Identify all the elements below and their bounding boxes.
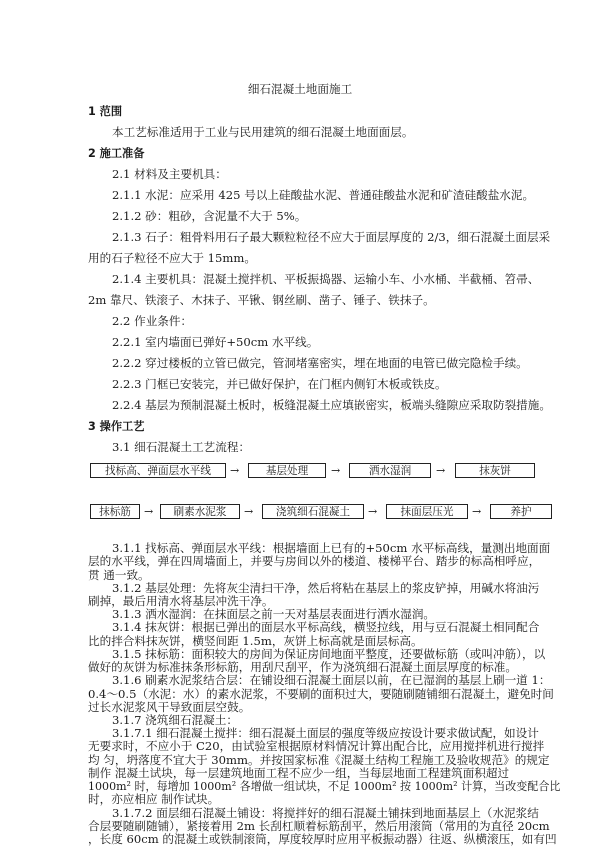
paragraph-line: 3.1.2 基层处理：先将灰尘清扫干净，然后将粘在基层上的浆皮铲掉，用碱水将油污 <box>112 580 540 595</box>
paragraph-line: 2.1.2 砂：粗砂，含泥量不大于 5%。 <box>112 209 307 223</box>
arrow-right-icon: → <box>244 505 254 518</box>
paragraph-line: 1000m² 时，每增加 1000m² 各增做一组试块，不足 1000m² 按 1000m² 计算，当改变配合比 <box>88 779 561 794</box>
paragraph-line: 刷掉，最后用清水将基层冲洗干净。 <box>88 593 274 608</box>
paragraph-line: 2.2 作业条件： <box>112 314 193 328</box>
flow-step-9: 养护 <box>490 504 552 519</box>
flow-step-8: 抹面层压光 <box>386 504 468 519</box>
paragraph-line: 2.2.4 基层为预制混凝土板时，板缝混凝土应填嵌密实，板端头缝隙应采取防裂措施。 <box>112 398 551 412</box>
paragraph-line: 2.1 材料及主要机具： <box>112 167 227 181</box>
flow-step-5: 抹标筋 <box>90 504 140 519</box>
paragraph-line: 层的水平线，弹在四周墙面上，并要与房间以外的楼道、楼梯平台、踏步的标高相呼应， <box>88 554 541 569</box>
flow-step-3: 洒水湿润 <box>349 463 431 478</box>
section-2-heading: 2 施工准备 <box>88 147 145 160</box>
paragraph-line: 合层要随刷随铺），紧接着用 2m 长刮杠顺着标筋刮平，然后用滚筒（常用的为直径 20cm <box>88 818 550 833</box>
paragraph-line: 2.1.1 水泥：应采用 425 号以上硅酸盐水泥、普通硅酸盐水泥和矿渣硅酸盐水泥。 <box>112 188 535 202</box>
section-1-heading: 1 范围 <box>88 105 123 118</box>
flow-step-4: 抹灰饼 <box>455 463 535 478</box>
paragraph-line: 3.1.7.1 细石混凝土搅拌：细石混凝土面层的强度等级应按设计要求做试配，如设计 <box>112 726 539 741</box>
arrow-right-icon: → <box>472 505 482 518</box>
paragraph-line: 贯 通一致。 <box>88 567 150 582</box>
paragraph-line: 3.1.6 刷素水泥浆结合层：在铺设细石混凝土面层以前，在已湿润的基层上刷一道 1： <box>112 673 551 688</box>
paragraph-line: 2m 靠尺、铁滚子、木抹子、平锹、钢丝刷、凿子、锤子、铁抹子。 <box>88 293 435 307</box>
paragraph-line: 3.1.5 抹标筋：面积较大的房间为保证房间地面平整度，还要做标筋（或叫冲筋），以 <box>112 646 546 661</box>
flow-title: 3.1 细石混凝土工艺流程： <box>112 440 251 454</box>
section-3-heading: 3 操作工艺 <box>88 420 145 433</box>
paragraph-line: 3.1.3 洒水湿润：在抹面层之前一天对基层表面进行洒水湿润。 <box>112 607 436 622</box>
paragraph-line: 2.2.1 室内墙面已弹好+50cm 水平线。 <box>112 335 319 349</box>
flow-step-7: 浇筑细石混凝土 <box>262 504 364 519</box>
paragraph-line: 3.1.7 浇筑细石混凝土： <box>112 713 238 727</box>
flow-step-1: 找标高、弹面层水平线 <box>90 463 226 478</box>
paragraph-line: 做好的灰饼为标准抹条形标筋，用刮尺刮平，作为浇筑细石混凝土面层厚度的标准。 <box>88 660 517 674</box>
paragraph-line: 3.1.4 抹灰饼：根据已弹出的面层水平标高线，横竖拉线，用与豆石混凝土相同配合 <box>112 620 540 635</box>
paragraph-line: 0.4～0.5（水泥：水）的素水泥浆，不要刷的面积过大，要随刷随铺细石混凝土，避免时间 <box>88 686 554 701</box>
paragraph-line: 均 匀，坍落度不宜大于 30mm。并按国家标准《混凝土结构工程施工及验收规范》的规定 <box>88 752 550 767</box>
arrow-right-icon: → <box>368 505 378 518</box>
flow-step-2: 基层处理 <box>248 463 326 478</box>
paragraph-line: 3.1.7.2 面层细石混凝土铺设：将搅拌好的细石混凝土铺抹到地面基层上（水泥浆结 <box>112 805 539 820</box>
paragraph-line: 2.2.3 门框已安装完，并已做好保护，在门框内侧钉木板或铁皮。 <box>112 377 447 391</box>
paragraph-line: 3.1.1 找标高、弹面层水平线：根据墙面上已有的+50cm 水平标高线，量测出地面面 <box>112 541 551 555</box>
arrow-right-icon: → <box>144 505 154 518</box>
section-1-body: 本工艺标准适用于工业与民用建筑的细石混凝土地面面层。 <box>112 125 414 139</box>
paragraph-line: 用的石子粒径不应大于 15mm。 <box>88 251 256 265</box>
paragraph-line: 比的拌合料抹灰饼，横竖间距 1.5m，灰饼上标高就是面层标高。 <box>88 633 423 648</box>
paragraph-line: 2.1.3 石子：粗骨料用石子最大颗粒粒径不应大于面层厚度的 2/3，细石混凝土面层采 <box>112 230 551 244</box>
paragraph-line: ，长度 60cm 的混凝土或铁制滚筒，厚度较厚时应用平板振动器）往返、纵横滚压，如有凹 <box>88 832 557 846</box>
flow-step-6: 刷素水泥浆 <box>160 504 240 519</box>
arrow-right-icon: → <box>230 464 240 477</box>
arrow-right-icon: → <box>331 464 341 477</box>
document-title: 细石混凝土地面施工 <box>247 82 353 96</box>
paragraph-line: 过长水泥浆风干导致面层空鼓。 <box>88 699 251 714</box>
arrow-right-icon: → <box>436 464 446 477</box>
paragraph-line: 2.1.4 主要机具：混凝土搅拌机、平板振捣器、运输小车、小水桶、半截桶、笤帚、 <box>112 272 540 286</box>
paragraph-line: 2.2.2 穿过楼板的立管已做完，管洞堵塞密实，埋在地面的电管已做完隐检手续。 <box>112 356 528 370</box>
paragraph-line: 制作 混凝土试块，每一层建筑地面工程不应少一组，当每层地面工程建筑面积超过 <box>88 765 510 780</box>
paragraph-line: 无要求时，不应小于 C20，由试验室根据原材料情况计算出配合比，应用搅拌机进行搅拌 <box>88 739 545 754</box>
paragraph-line: 时，亦应相应 制作试块。 <box>88 792 220 807</box>
